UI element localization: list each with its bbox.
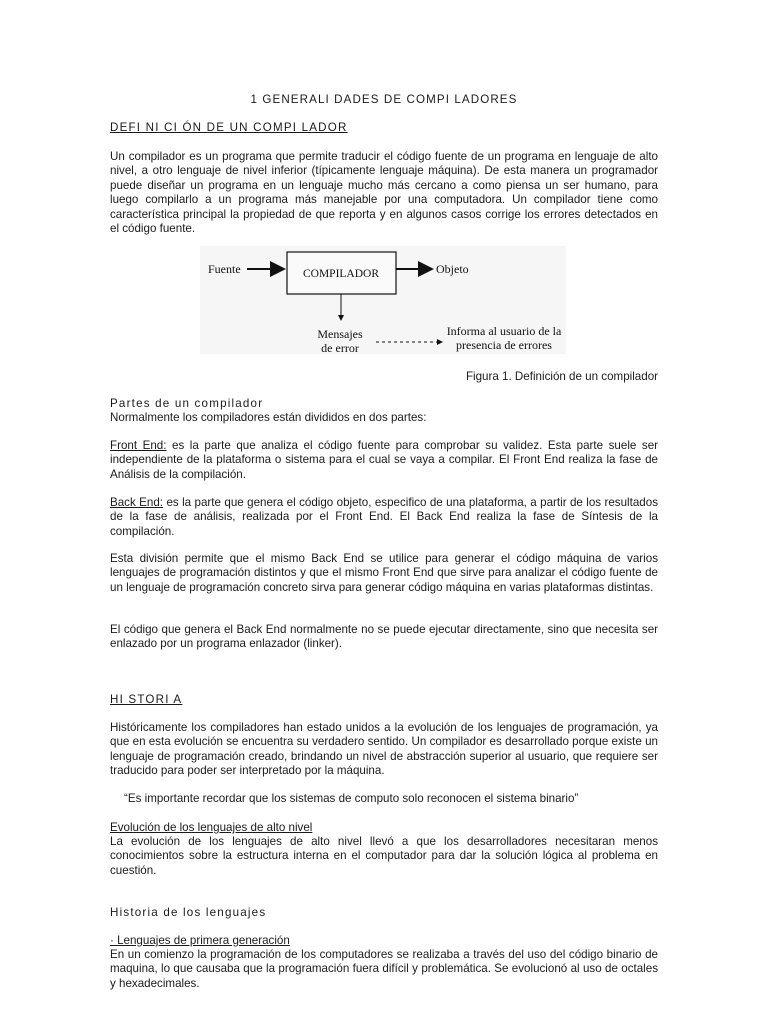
back-end-text: es la parte que genera el código objeto, especifico de una plataforma, a partir de los resultados de la fase de análisis, realizada por el Front End. El Back End realiza la fase de Síntesis de la compilación.: [110, 496, 658, 538]
front-end-paragraph: [110, 439, 658, 482]
historia-paragraph: Históricamente los compiladores han estado unidos a la evolución de los lenguajes de programación, ya que en esta evolución se encuentra su verdadero sentido. Un compilador es desarrollado porque existe un lenguaje de programación creado, brindando un nivel de abstracción superior al usuario, que requiere ser traducido para poder ser interpretado por la máquina.: [110, 721, 658, 778]
front-end-text: es la parte que analiza el código fuente para comprobar su validez. Esta parte suele ser independiente de la plataforma o sistema para el cual se vaya a compilar. El Front End realiza la fase de Análisis de la compilación.: [110, 439, 659, 481]
informa-label: Informa al usuario de la: [446, 324, 562, 338]
historia-lenguajes-heading: Historia de los lenguajes: [110, 906, 267, 919]
page-title: 1 GENERALI DADES DE COMPI LADORES: [250, 93, 518, 106]
de-error-label: de error: [321, 341, 359, 354]
definicion-paragraph: Un compilador es un programa que permite traducir el código fuente de un programa en lenguaje de alto nivel, a otro lenguaje de nivel inferior (típicamente lenguaje máquina). De esta manera un programador puede diseñar un programa en un lenguaje mucho más cercano a como piensa un ser humano, para luego compilarlo a un programa más manejable por una computadora. Un compilador tiene como característica principal la propiedad de que reporta y en algunos casos corrige los errores detectados en el código fuente.: [110, 150, 658, 236]
presencia-label: presencia de errores: [456, 338, 552, 352]
objeto-label: Objeto: [436, 262, 469, 276]
evolucion-heading: Evolución de los lenguajes de alto nivel: [110, 821, 313, 834]
compiler-diagram: [200, 246, 566, 354]
fuente-label: Fuente: [208, 262, 241, 276]
section-heading-partes: Partes de un compilador: [110, 397, 264, 410]
linker-paragraph: El código que genera el Back End normalmente no se puede ejecutar directamente, sino que necesita ser enlazado por un programa enlazador (linker).: [110, 623, 658, 651]
figure-caption: Figura 1. Definición de un compilador: [465, 370, 658, 383]
partes-intro: Normalmente los compiladores están divididos en dos partes:: [110, 411, 427, 424]
compilador-label: COMPILADOR: [302, 268, 380, 280]
back-end-paragraph: [110, 496, 658, 539]
binary-quote: “Es importante recordar que los sistemas de computo solo reconocen el sistema binario”: [124, 792, 579, 805]
section-heading-definicion: DEFI NI CI ÓN DE UN COMPI LADOR: [110, 121, 348, 134]
primera-generacion-heading: · Lenguajes de primera generación: [110, 934, 290, 947]
front-end-term: Front End:: [110, 439, 167, 452]
back-end-term: Back End:: [110, 496, 164, 509]
mensajes-label: Mensajes: [317, 327, 363, 341]
section-heading-historia: HI STORI A: [110, 693, 183, 706]
evolucion-paragraph: La evolución de los lenguajes de alto nivel llevó a que los desarrolladores necesitaran menos conocimientos sobre la estructura interna en el computador para dar la solución lógica al problema en cuestión.: [110, 835, 658, 877]
primera-generacion-paragraph: En un comienzo la programación de los computadores se realizaba a través del uso del código binario de maquina, lo que causaba que la programación fuera difícil y problemática. Se evolucionó al uso de octales y hexadecimales.: [110, 948, 658, 990]
division-paragraph: Esta división permite que el mismo Back End se utilice para generar el código máquina de varios lenguajes de programación distintos y que el mismo Front End que sirve para analizar el código fuente de un lenguaje de programación concreto sirva para generar código máquina en varias plataformas distintas.: [110, 552, 658, 594]
